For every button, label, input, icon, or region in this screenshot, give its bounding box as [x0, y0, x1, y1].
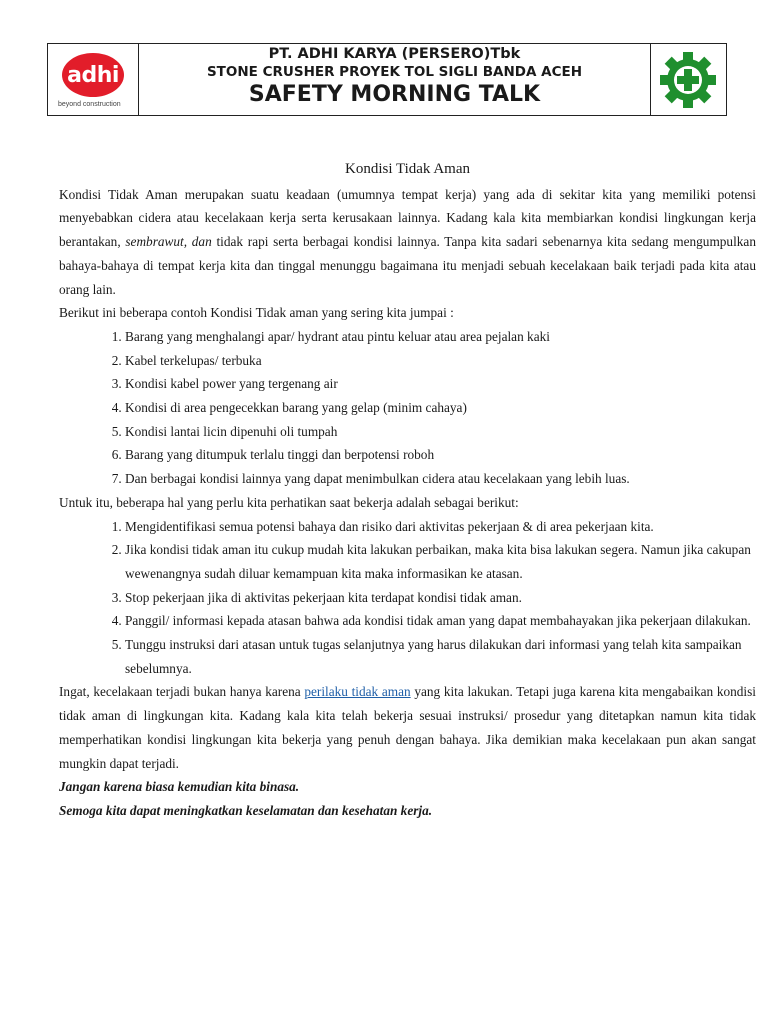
list-item: 2. Kabel terkelupas/ terbuka: [125, 349, 756, 373]
intro-text-1: Kondisi Tidak Aman merupakan suatu keadaan (umumnya tempat kerja) yang ada di sekitar kita yang memiliki potensi menyebabkan cidera atau kecelakaan kerja serta kerusakaan lainnya. Kadang kala kita membiarkan kondisi lingkungan kerja berantakan,: [59, 186, 756, 250]
list-item: 5. Kondisi lantai licin dipenuhi oli tumpah: [125, 420, 756, 444]
list-item: 5. Tunggu instruksi dari atasan untuk tugas selanjutnya yang harus dilakukan dari informasi yang telah kita sampaikan sebelumnya.: [125, 633, 756, 680]
motto-line-1: Jangan karena biasa kemudian kita binasa.: [59, 779, 300, 795]
examples-list: [59, 325, 756, 491]
list-item: 3. Stop pekerjaan jika di aktivitas pekerjaan kita terdapat kondisi tidak aman.: [125, 586, 756, 610]
safety-icon-cell: [650, 44, 726, 115]
logo-oval: [62, 53, 124, 97]
list-item: 4. Panggil/ informasi kepada atasan bahwa ada kondisi tidak aman yang dapat membahayakan jika pekerjaan dilakukan.: [125, 609, 756, 633]
logo-tagline: beyond construction: [58, 101, 121, 108]
talk-title: SAFETY MORNING TALK: [248, 82, 541, 107]
list-item: 2. Jika kondisi tidak aman itu cukup mudah kita lakukan perbaikan, maka kita bisa lakukan segera. Namun jika cakupan wewenangnya sudah diluar kemampuan kita maka informasikan ke atasan.: [125, 538, 756, 585]
list-item: 4. Kondisi di area pengecekkan barang yang gelap (minim cahaya): [125, 396, 756, 420]
intro-paragraph: [59, 183, 756, 302]
actions-list: [59, 515, 756, 681]
actions-intro: Untuk itu, beberapa hal yang perlu kita perhatikan saat bekerja adalah sebagai berikut:: [59, 494, 519, 510]
document-title: Kondisi Tidak Aman: [344, 161, 471, 177]
company-name: PT. ADHI KARYA (PERSERO)Tbk: [268, 46, 521, 62]
list-item: 6. Barang yang ditumpuk terlalu tinggi dan berpotensi roboh: [125, 443, 756, 467]
closing-paragraph: [59, 680, 756, 775]
examples-intro: Berikut ini beberapa contoh Kondisi Tidak aman yang sering kita jumpai :: [59, 305, 454, 321]
list-item: 1. Barang yang menghalangi apar/ hydrant atau pintu keluar atau area pejalan kaki: [125, 325, 756, 349]
intro-italic-text: sembrawut, dan: [125, 234, 212, 250]
logo-text: adhi: [67, 63, 119, 88]
project-name: STONE CRUSHER PROYEK TOL SIGLI BANDA ACEH: [206, 64, 583, 80]
header-titles: [139, 44, 650, 115]
safety-cross-gear-icon: [658, 50, 718, 110]
list-item: 3. Kondisi kabel power yang tergenang air: [125, 372, 756, 396]
list-item: 1. Mengidentifikasi semua potensi bahaya dan risiko dari aktivitas pekerjaan & di area pekerjaan kita.: [125, 515, 756, 539]
intro-text-2: tidak rapi serta berbagai kondisi lainnya. Tanpa kita sadari sebenarnya kita sedang mengumpulkan bahaya-bahaya di tempat kerja kita dan tinggal menunggu bagaimana itu menjadi sebuah kecelakaan baik terjadi pada kita atau orang lain.: [59, 234, 756, 297]
unsafe-behavior-link[interactable]: perilaku tidak aman: [304, 684, 411, 700]
header-table: [47, 43, 727, 116]
document-body: [59, 158, 756, 823]
list-item: 7. Dan berbagai kondisi lainnya yang dapat menimbulkan cidera atau kecelakaan yang lebih luas.: [125, 467, 756, 491]
company-logo: [48, 44, 139, 115]
motto-line-2: Semoga kita dapat meningkatkan keselamatan dan kesehatan kerja.: [59, 802, 433, 818]
closing-text-2: yang kita lakukan. Tetapi juga karena kita mengabaikan kondisi tidak aman di lingkungan kita. Kadang kala kita telah bekerja sesuai instruksi/ prosedur yang ditetapkan namun kita tidak memperhatikan kondisi lingkungan kita bekerja yang penuh dengan bahaya. Jika demikian maka kecelakaan pun akan sangat mungkin dapat terjadi.: [59, 684, 756, 771]
closing-text-1: Ingat, kecelakaan terjadi bukan hanya karena: [59, 684, 305, 700]
